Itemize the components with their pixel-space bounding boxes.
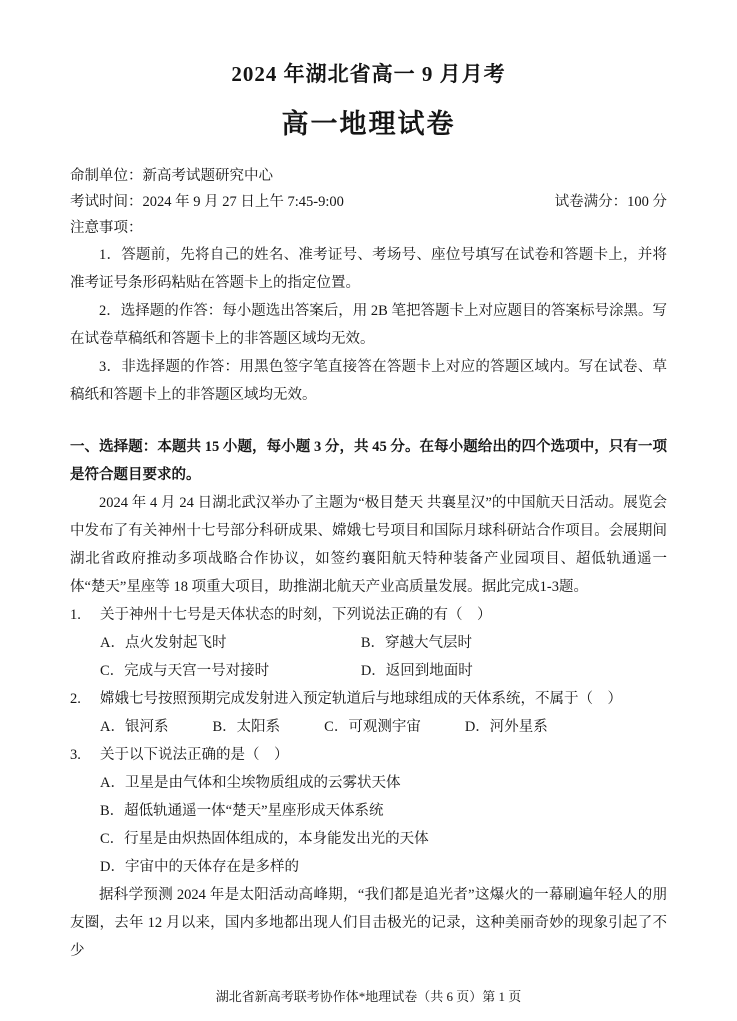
paper-title: 高一地理试卷 <box>281 109 456 139</box>
question-number: 1. <box>70 607 81 623</box>
notice-item: 2．选择题的作答：每小题选出答案后，用 2B 笔把答题卡上对应题目的答案标号涂黑。写在试卷草稿纸和答题卡上的非答题区域均无效。 <box>70 303 667 347</box>
option-item: A．点火发射起飞时 <box>100 635 227 651</box>
option-item: D．宇宙中的天体存在是多样的 <box>100 859 299 875</box>
question-options <box>70 713 667 741</box>
option-item: C．行星是由炽热固体组成的，本身能发出光的天体 <box>100 831 429 847</box>
option-item: A．银河系 <box>100 719 169 735</box>
exam-title: 2024 年湖北省高一 9 月月考 <box>231 62 506 86</box>
question-options <box>70 769 667 881</box>
option-item: A．卫星是由气体和尘埃物质组成的云雾状天体 <box>100 775 401 791</box>
exam-time: 考试时间：2024 年 9 月 27 日上午 7:45-9:00 <box>70 194 344 210</box>
question-text: 关于以下说法正确的是（ ） <box>100 747 289 763</box>
exam-meta <box>70 163 667 241</box>
option-item: B．超低轨通遥一体“楚天”星座形成天体系统 <box>100 803 384 819</box>
option-item: C．完成与天宫一号对接时 <box>100 663 270 679</box>
option-item: B．太阳系 <box>212 719 281 735</box>
option-item: B．穿越大气层时 <box>360 635 472 651</box>
closing-paragraph: 据科学预测 2024 年是太阳活动高峰期，“我们都是追光者”这爆火的一幕刷遍年轻人的朋友圈，去年 12 月以来，国内多地都出现人们目击极光的记录，这种美丽奇妙的现象引起了不少 <box>70 887 667 959</box>
page-footer: 湖北省新高考联考协作体*地理试卷（共 6 页）第 1 页 <box>215 989 522 1004</box>
question-3 <box>70 741 667 881</box>
question-text: 嫦娥七号按照预期完成发射进入预定轨道后与地球组成的天体系统，不属于（ ） <box>100 691 622 707</box>
passage: 2024 年 4 月 24 日湖北武汉举办了主题为“极目楚天 共襄星汉”的中国航天日活动。展览会中发布了有关神州十七号部分科研成果、嫦娥七号项目和国际月球科研站合作项目。会展期间湖北省政府推动多项战略合作协议，如签约襄阳航天特种装备产业园项目、超低轨通遥一体“楚天”星座等 18 项重大项目，助推湖北航天产业高质量发展。据此完成1-3题。 <box>70 495 667 595</box>
question-2 <box>70 685 667 741</box>
option-item: C．可观测宇宙 <box>324 719 421 735</box>
question-number: 3. <box>70 747 81 763</box>
question-options <box>70 629 667 685</box>
question-1 <box>70 601 667 685</box>
option-item: D．返回到地面时 <box>360 663 473 679</box>
notice-section <box>70 241 667 409</box>
issuing-unit: 命制单位：新高考试题研究中心 <box>70 168 273 184</box>
option-item: D．河外星系 <box>464 719 548 735</box>
notice-item: 3．非选择题的作答：用黑色签字笔直接答在答题卡上对应的答题区域内。写在试卷、草稿纸和答题卡上的非答题区域均无效。 <box>70 359 667 403</box>
section-heading: 一、选择题：本题共 15 小题，每小题 3 分，共 45 分。在每小题给出的四个选项中，只有一项是符合题目要求的。 <box>70 439 667 483</box>
full-score: 试卷满分：100 分 <box>554 194 667 210</box>
question-number: 2. <box>70 691 81 707</box>
question-text: 关于神州十七号是天体状态的时刻，下列说法正确的有（ ） <box>100 607 492 623</box>
notice-heading: 注意事项： <box>70 220 143 236</box>
notice-item: 1．答题前，先将自己的姓名、准考证号、考场号、座位号填写在试卷和答题卡上，并将准考证号条形码粘贴在答题卡上的指定位置。 <box>70 247 667 291</box>
